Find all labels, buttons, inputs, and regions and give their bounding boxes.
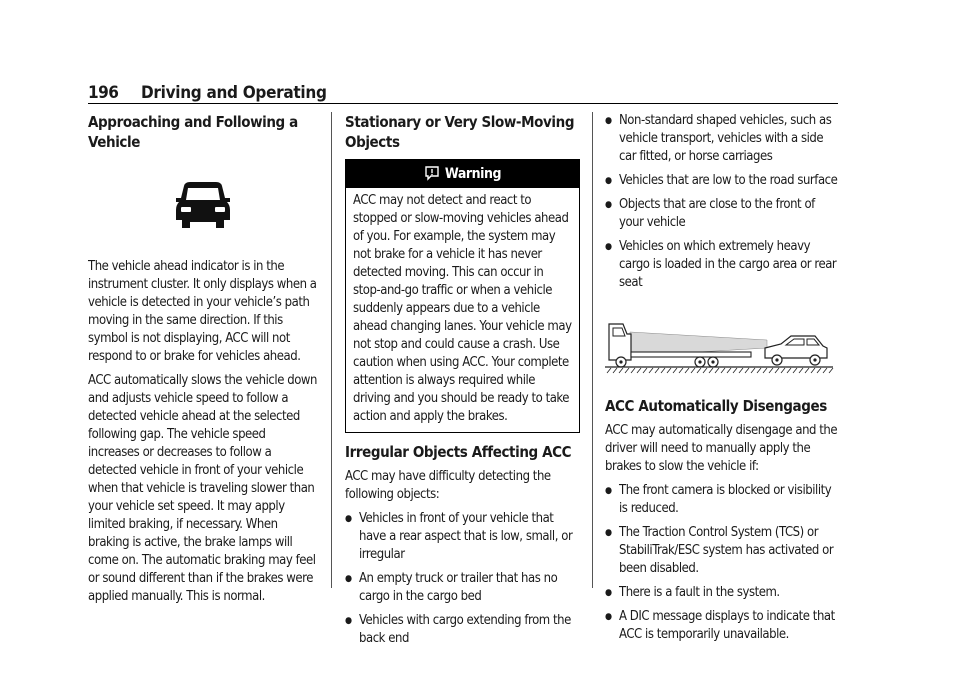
list-item: ● There is a fault in the system. [605, 584, 840, 602]
irregular-objects-list [345, 510, 580, 648]
list-item: ● Vehicles that are low to the road surface [605, 172, 840, 190]
paragraph-automatic-slowing: ACC automatically slows the vehicle down and adjusts vehicle speed to follow a detected vehicle ahead at the selected following gap. The vehicle speed increases or decreases to follow a detected vehicle in front of your vehicle when that vehicle is traveling slower than your vehicle set speed. It may apply limited braking, if necessary. When braking is active, the brake lamps will come on. The automatic braking may feel or sound different than if the brakes were applied manually. This is normal. [88, 373, 317, 604]
page-header [88, 83, 838, 105]
column-divider-1 [331, 112, 332, 588]
heading-approaching-following: Approaching and Following a Vehicle [88, 113, 298, 151]
column-3 [605, 112, 840, 644]
list-item: ● The front camera is blocked or visibility is reduced. [605, 482, 840, 518]
paragraph-indicator: The vehicle ahead indicator is in the instrument cluster. It only displays when a vehicle is detected in your vehicle’s path moving in the same direction. If this symbol is not displaying, ACC will not respond to or brake for vehicles ahead. [88, 259, 317, 364]
column-1 [88, 112, 320, 606]
paragraph-irregular-intro: ACC may have difficulty detecting the following objects: [345, 469, 551, 502]
list-item: ● The Traction Control System (TCS) or StabiliTrak/ESC system has activated or been disabled. [605, 524, 840, 578]
list-item: ● A DIC message displays to indicate that ACC is temporarily unavailable. [605, 608, 840, 644]
list-item: ● Non-standard shaped vehicles, such as vehicle transport, vehicles with a side car fitted, or horse carriages [605, 112, 840, 166]
list-item: ● Objects that are close to the front of your vehicle [605, 196, 840, 232]
warning-text: ACC may not detect and react to stopped or slow-moving vehicles ahead of you. For example, the system may not brake for a vehicle it has never detected moving. This can occur in stop-and-go traffic or when a vehicle suddenly appears due to a vehicle ahead changing lanes. Your vehicle may not stop and could cause a crash. Use caution when using ACC. Your complete attention is always required while driving and you should be ready to take action and apply the brakes. [353, 193, 572, 424]
warning-box [345, 159, 580, 433]
heading-irregular-objects: Irregular Objects Affecting ACC [345, 443, 572, 461]
column-2 [345, 112, 580, 648]
list-item: ● Vehicles in front of your vehicle that have a rear aspect that is low, small, or irregular [345, 510, 580, 564]
truck-cargo-detection-illustration [605, 314, 835, 374]
vehicle-ahead-icon [172, 180, 234, 230]
list-item: ● Vehicles with cargo extending from the back end [345, 612, 580, 648]
section-title: Driving and Operating [141, 83, 327, 103]
header-rule [88, 103, 838, 104]
heading-acc-disengages: ACC Automatically Disengages [605, 397, 827, 415]
irregular-objects-list-continued [605, 112, 840, 292]
warning-icon [424, 165, 440, 181]
heading-stationary-objects: Stationary or Very Slow-Moving Objects [345, 113, 575, 151]
page-number: 196 [88, 83, 119, 103]
disengage-conditions-list [605, 482, 840, 644]
list-item: ● Vehicles on which extremely heavy cargo is loaded in the cargo area or rear seat [605, 238, 840, 292]
warning-title: Warning [444, 166, 502, 182]
list-item: ● An empty truck or trailer that has no cargo in the cargo bed [345, 570, 580, 606]
paragraph-disengage-intro: ACC may automatically disengage and the driver will need to manually apply the brakes to slow the vehicle if: [605, 423, 838, 474]
column-divider-2 [592, 112, 593, 588]
warning-title-bar [346, 160, 579, 188]
